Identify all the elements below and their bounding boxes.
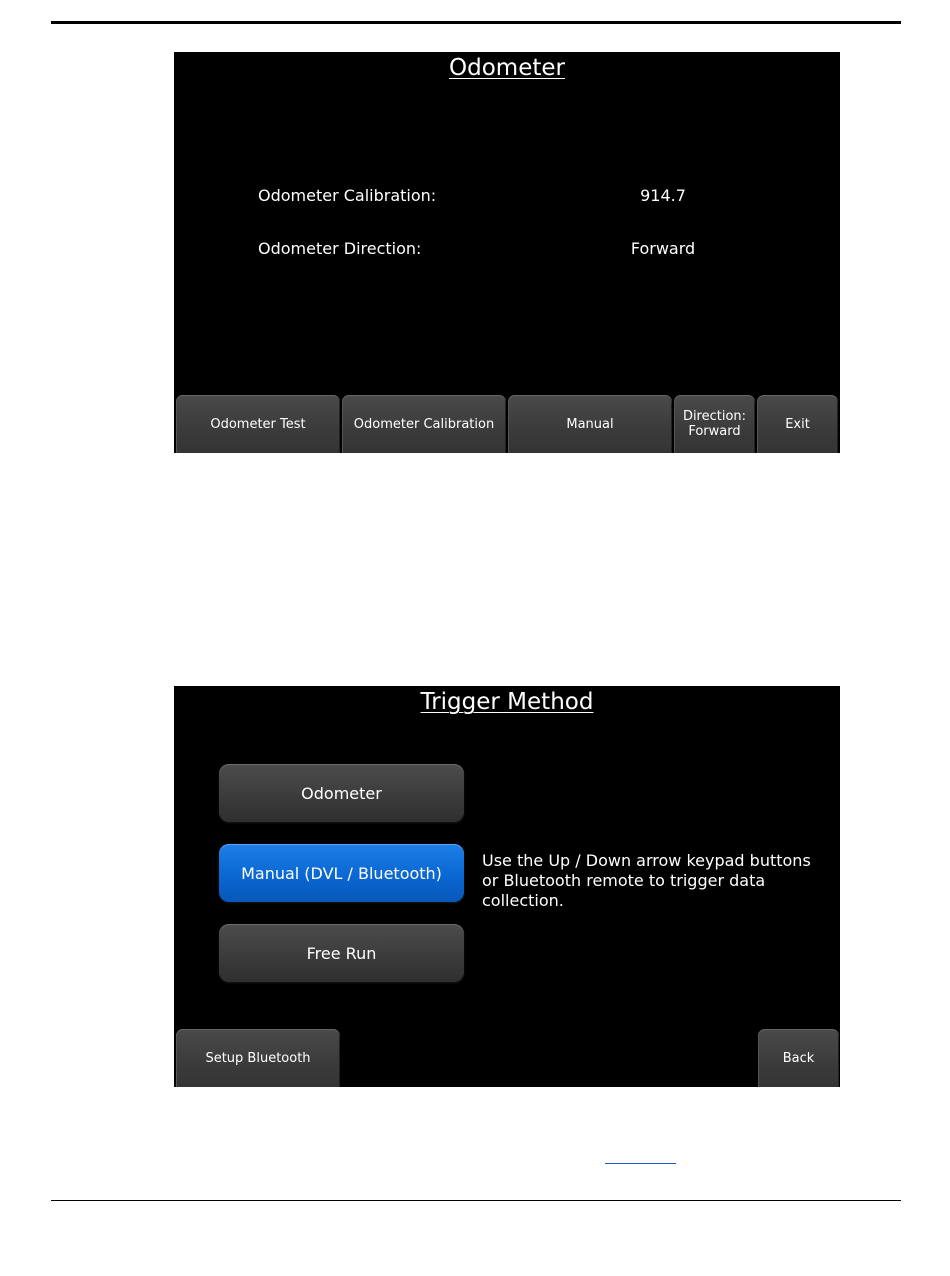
odometer-calibration-label: Odometer Calibration: [258, 186, 437, 205]
trigger-description: Use the Up / Down arrow keypad buttons or Bluetooth remote to trigger data collection. [482, 851, 811, 910]
direction-button-label [683, 409, 746, 439]
trigger-method-screen [174, 686, 840, 1087]
free-run-option-button[interactable]: Free Run [219, 924, 464, 982]
back-button[interactable]: Back [758, 1029, 839, 1087]
manual-button[interactable]: Manual [508, 395, 672, 453]
exit-button[interactable]: Exit [757, 395, 838, 453]
setup-bluetooth-button[interactable]: Setup Bluetooth [176, 1029, 340, 1087]
direction-button-line2: Forward [688, 424, 741, 439]
footer-rule [51, 1200, 901, 1201]
trigger-method-title: Trigger Method [420, 689, 594, 715]
odometer-option-button[interactable]: Odometer [219, 764, 464, 822]
hyperlink-underline[interactable] [605, 1163, 676, 1164]
manual-option-button[interactable]: Manual (DVL / Bluetooth) [219, 844, 464, 902]
odometer-calibration-button[interactable]: Odometer Calibration [342, 395, 506, 453]
odometer-screen [174, 52, 840, 453]
odometer-test-button[interactable]: Odometer Test [176, 395, 340, 453]
direction-button[interactable] [674, 395, 755, 453]
odometer-direction-value: Forward [630, 239, 696, 258]
odometer-calibration-value: 914.7 [640, 186, 686, 205]
odometer-direction-label: Odometer Direction: [258, 239, 422, 258]
odometer-title: Odometer [449, 55, 565, 81]
header-rule [51, 21, 901, 24]
direction-button-line1: Direction: [682, 409, 747, 424]
